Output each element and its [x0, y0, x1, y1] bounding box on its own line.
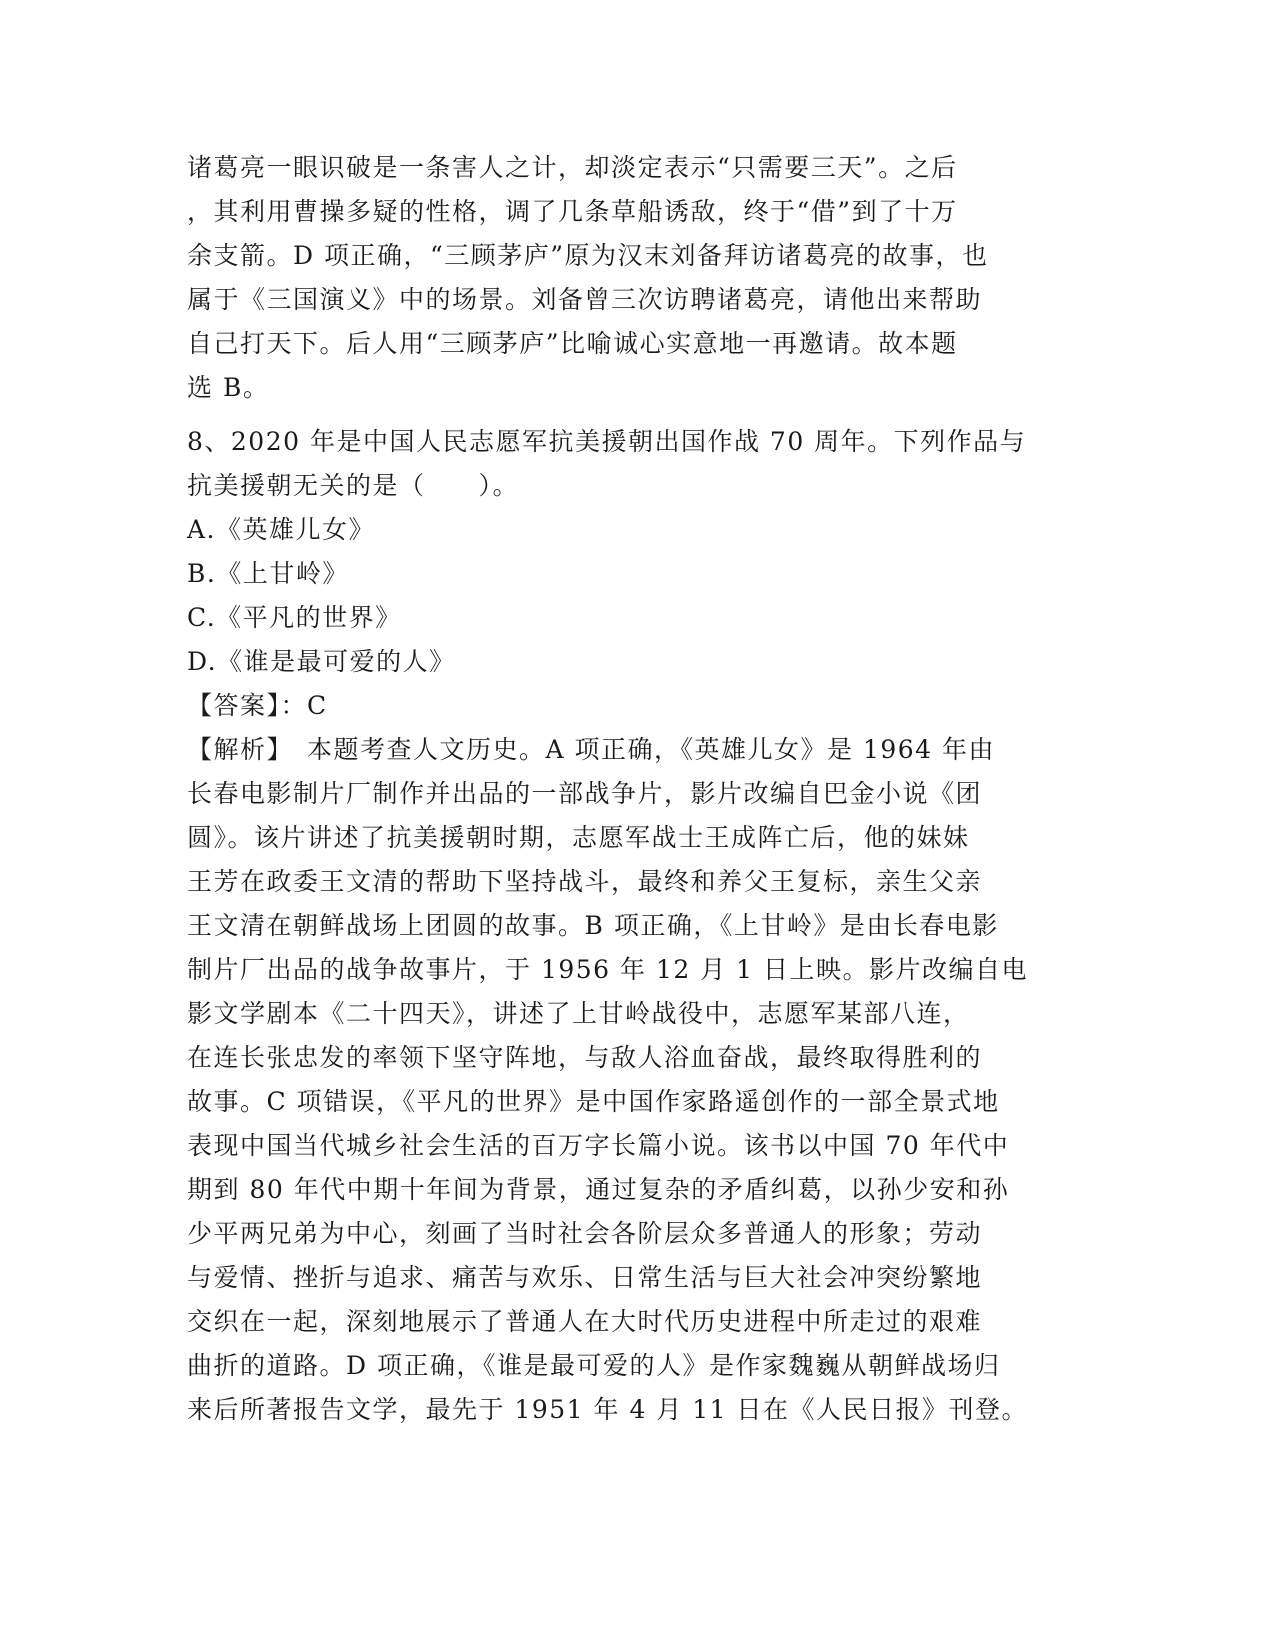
analysis-line: 表现中国当代城乡社会生活的百万字长篇小说。该书以中国 70 年代中 — [187, 1131, 1010, 1160]
analysis-line: 故事。C 项错误，《平凡的世界》是中国作家路遥创作的一部全景式地 — [187, 1087, 1000, 1116]
analysis-line: 圆》。该片讲述了抗美援朝时期，志愿军战士王成阵亡后，他的妹妹 — [187, 823, 970, 852]
answer-line: 【答案】：C — [187, 691, 328, 720]
analysis-line: 期到 80 年代中期十年间为背景，通过复杂的矛盾纠葛，以孙少安和孙 — [187, 1175, 1010, 1204]
analysis-line: 少平两兄弟为中心，刻画了当时社会各阶层众多普通人的形象；劳动 — [187, 1219, 983, 1248]
analysis-line: 【解析】 本题考查人文历史。A 项正确，《英雄儿女》是 1964 年由 — [187, 735, 996, 764]
option-b: B.《上甘岭》 — [187, 559, 349, 588]
question-8 — [187, 420, 1087, 1432]
option-c: C.《平凡的世界》 — [187, 603, 402, 632]
analysis-line: 长春电影制片厂制作并出品的一部战争片，影片改编自巴金小说《团 — [187, 779, 983, 808]
text-line: 诸葛亮一眼识破是一条害人之计，却淡定表示“只需要三天”。之后 — [187, 153, 958, 182]
analysis-line: 曲折的道路。D 项正确，《谁是最可爱的人》是作家魏巍从朝鲜战场归 — [187, 1351, 1001, 1380]
text-line: ，其利用曹操多疑的性格，调了几条草船诱敌，终于“借”到了十万 — [187, 197, 958, 226]
stem-line: 8、2020 年是中国人民志愿军抗美援朝出国作战 70 周年。下列作品与 — [187, 427, 1027, 456]
text-line: 余支箭。D 项正确，“三顾茅庐”原为汉末刘备拜访诸葛亮的故事，也 — [187, 241, 989, 270]
stem-line: 抗美援朝无关的是（ ）。 — [187, 471, 520, 500]
analysis-line: 制片厂出品的战争故事片，于 1956 年 12 月 1 日上映。影片改编自电 — [187, 955, 1029, 984]
analysis-line: 王芳在政委王文清的帮助下坚持战斗，最终和养父王复标，亲生父亲 — [187, 867, 983, 896]
text-line: 选 B。 — [187, 373, 270, 402]
option-d: D.《谁是最可爱的人》 — [187, 647, 456, 676]
option-a: A.《英雄儿女》 — [187, 515, 376, 544]
analysis-line: 交织在一起，深刻地展示了普通人在大时代历史进程中所走过的艰难 — [187, 1307, 983, 1336]
text-line: 自己打天下。后人用“三顾茅庐”比喻诚心实意地一再邀请。故本题 — [187, 329, 958, 358]
analysis-block — [187, 728, 1087, 1432]
document-page — [187, 146, 1087, 1432]
question-stem — [187, 420, 1087, 508]
analysis-line: 在连长张忠发的率领下坚守阵地，与敌人浴血奋战，最终取得胜利的 — [187, 1043, 983, 1072]
analysis-line: 影文学剧本《二十四天》，讲述了上甘岭战役中，志愿军某部八连， — [187, 999, 970, 1028]
analysis-line: 来后所著报告文学，最先于 1951 年 4 月 11 日在《人民日报》刊登。 — [187, 1395, 1029, 1424]
analysis-line: 与爱情、挫折与追求、痛苦与欢乐、日常生活与巨大社会冲突纷繁地 — [187, 1263, 983, 1292]
options-list — [187, 508, 1087, 684]
analysis-line: 王文清在朝鲜战场上团圆的故事。B 项正确，《上甘岭》是由长春电影 — [187, 911, 999, 940]
previous-analysis-continuation — [187, 146, 1087, 410]
text-line: 属于《三国演义》中的场景。刘备曾三次访聘诸葛亮，请他出来帮助 — [187, 285, 983, 314]
